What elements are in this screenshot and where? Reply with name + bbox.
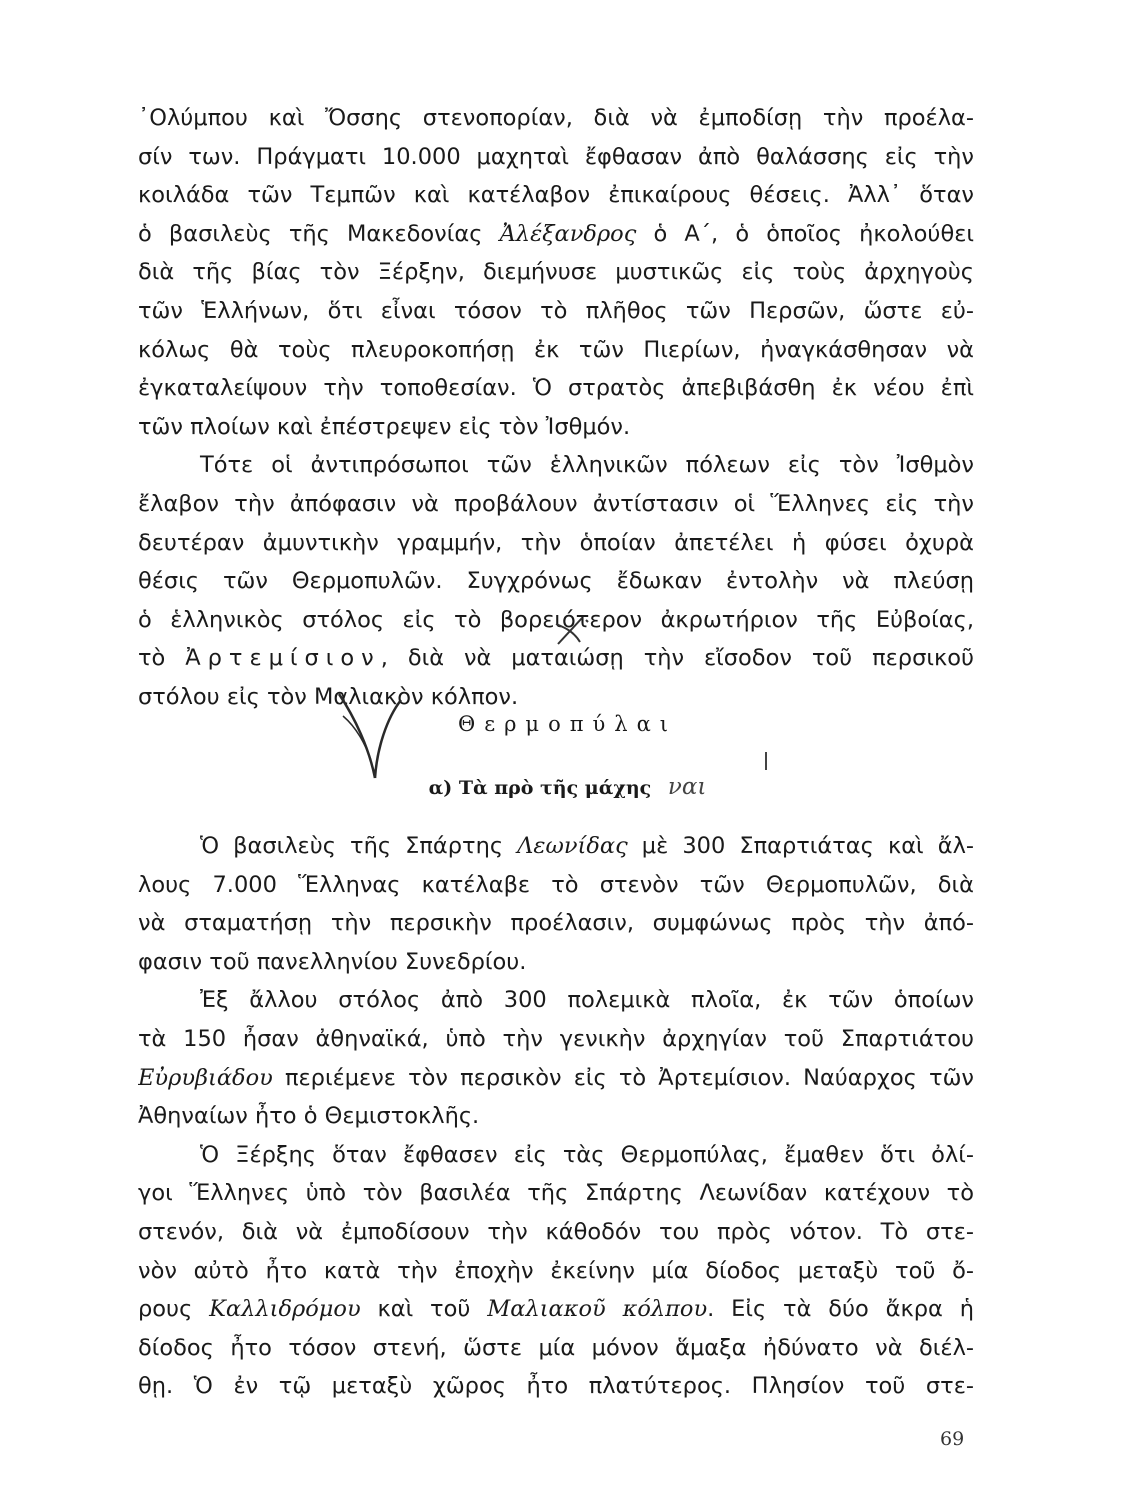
text-line (138, 1329, 974, 1368)
text-segment: περιέμενε τὸν περσικὸν εἰς τὸ Ἀρτεμίσιον. Ναύαρχος τῶν (272, 1064, 974, 1091)
text-segment: θῃ. Ὁ ἐν τῷ μεταξὺ χῶρος ἦτο πλατύτερος. Πλησίον τοῦ στε- (138, 1373, 974, 1400)
text-line (138, 253, 974, 292)
text-segment: δίοδος ἦτο τόσον στενή, ὥστε μία μόνον ἅμαξα ἠδύνατο νὰ διέλ- (138, 1334, 974, 1361)
italic-name: Μαλιακοῦ κόλπου (487, 1296, 708, 1323)
text-line (138, 176, 974, 215)
text-line (138, 446, 974, 485)
text-segment: τὸ (138, 645, 186, 672)
text-line (138, 981, 974, 1020)
text-segment: , διὰ νὰ ματαιώσῃ τὴν εἴσοδον τοῦ περσικοῦ (380, 645, 974, 672)
text-line (138, 1059, 974, 1098)
text-segment: ὁ Α΄, ὁ ὁποῖος ἠκολούθει (636, 220, 974, 247)
text-line (138, 1213, 974, 1252)
handwritten-note: ναι (667, 774, 707, 800)
section-heading: Θερμοπύλαι (457, 712, 678, 736)
text-segment: θέσις τῶν Θερμοπυλῶν. Συγχρόνως ἔδωκαν ἐντολὴν νὰ πλεύσῃ (138, 568, 974, 595)
text-line (138, 215, 974, 254)
text-segment: δευτέραν ἀμυντικὴν γραμμήν, τὴν ὁποίαν ἀπετέλει ἡ φύσει ὀχυρὰ (138, 529, 974, 556)
text-line (138, 331, 974, 370)
text-segment: Τότε οἱ ἀντιπρόσωποι τῶν ἑλληνικῶν πόλεων εἰς τὸν Ἰσθμὸν (200, 452, 974, 479)
text-segment: στενόν, διὰ νὰ ἐμποδίσουν τὴν κάθοδόν του πρὸς νότον. Τὸ στε- (138, 1218, 974, 1245)
text-line (138, 292, 974, 331)
text-segment: Ἐξ ἄλλου στόλος ἀπὸ 300 πολεμικὰ πλοῖα, ἐκ τῶν ὁποίων (200, 987, 974, 1014)
text-segment: σίν των. Πράγματι 10.000 μαχηταὶ ἔφθασαν ἀπὸ θαλάσσης εἰς τὴν (138, 143, 974, 170)
italic-name: Καλλιδρόμου (209, 1296, 361, 1323)
text-segment: ᾿Ολύμπου καὶ Ὄσσης στενοπορίαν, διὰ νὰ ἐμποδίσῃ τὴν προέλα- (138, 105, 974, 131)
text-segment: διὰ τῆς βίας τὸν Ξέρξην, διεμήνυσε μυστικῶς εἰς τοὺς ἀρχηγοὺς (138, 259, 974, 286)
spaced-name: Ἀρτεμίσιον (185, 645, 381, 672)
text-segment: τῶν πλοίων καὶ ἐπέστρεψεν εἰς τὸν Ἰσθμόν. (138, 413, 631, 440)
text-line (138, 485, 974, 524)
text-segment: ἐγκαταλείψουν τὴν τοποθεσίαν. Ὁ στρατὸς ἀπεβιβάσθη ἐκ νέου ἐπὶ (138, 375, 974, 402)
text-line (138, 866, 974, 905)
text-segment: φασιν τοῦ πανελληνίου Συνεδρίου. (138, 948, 527, 975)
text-line (138, 562, 974, 601)
text-line (138, 1174, 974, 1213)
text-line (138, 1136, 974, 1175)
text-line (138, 1097, 974, 1136)
text-segment: Ὁ βασιλεὺς τῆς Σπάρτης (200, 833, 518, 859)
pencil-check-mark-icon (335, 688, 405, 788)
text-segment: λους 7.000 Ἕλληνας κατέλαβε τὸ στενὸν τῶν Θερμοπυλῶν, διὰ (138, 871, 974, 898)
text-line (138, 827, 974, 866)
text-line (138, 904, 974, 943)
text-block-bottom (138, 827, 974, 1406)
text-line (138, 943, 974, 982)
text-segment: ὁ βασιλεὺς τῆς Μακεδονίας (138, 220, 500, 247)
text-segment: στόλου εἰς τὸν Μαλιακὸν κόλπον. (138, 683, 519, 710)
italic-name: Λεωνίδας (517, 833, 628, 859)
italic-name: Εὐρυβιάδου (138, 1064, 273, 1091)
pencil-tick-icon (762, 750, 770, 774)
text-segment: τὰ 150 ἦσαν ἀθηναϊκά, ὑπὸ τὴν γενικὴν ἀρχηγίαν τοῦ Σπαρτιάτου (138, 1025, 974, 1052)
text-segment: Ἀθηναίων ἦτο ὁ Θεμιστοκλῆς. (138, 1103, 480, 1130)
subheading-text: α) Τὰ πρὸ τῆς μάχης (428, 777, 652, 799)
page-number: 69 (940, 1428, 965, 1450)
section-subheading (0, 774, 1135, 800)
text-line (138, 524, 974, 563)
text-line (138, 1290, 974, 1329)
text-segment: καὶ τοῦ (360, 1296, 488, 1323)
text-segment: μὲ 300 Σπαρτιάτας καὶ ἄλ- (627, 833, 974, 859)
text-line (138, 678, 974, 717)
text-segment: ρους (138, 1296, 210, 1323)
text-segment: κοιλάδα τῶν Τεμπῶν καὶ κατέλαβον ἐπικαίρους θέσεις. Ἀλλ᾿ ὅταν (138, 182, 974, 209)
text-segment: κόλως θὰ τοὺς πλευροκοπήσῃ ἐκ τῶν Πιερίων, ἠναγκάσθησαν νὰ (138, 336, 974, 363)
text-segment: νὸν αὐτὸ ἦτο κατὰ τὴν ἐποχὴν ἐκείνην μία δίοδος μεταξὺ τοῦ ὄ- (138, 1257, 974, 1284)
text-line (138, 99, 974, 138)
text-segment: . Εἰς τὰ δύο ἄκρα ἡ (707, 1296, 974, 1323)
italic-name: Ἀλέξανδρος (499, 220, 637, 247)
text-segment: ἔλαβον τὴν ἀπόφασιν νὰ προβάλουν ἀντίστασιν οἱ Ἕλληνες εἰς τὴν (138, 490, 974, 517)
text-line (138, 1252, 974, 1291)
text-segment: ὁ ἑλληνικὸς στόλος εἰς τὸ βορειότερον ἀκρωτήριον τῆς Εὐβοίας, (138, 606, 974, 633)
text-line (138, 408, 974, 447)
text-segment: γοι Ἕλληνες ὑπὸ τὸν βασιλέα τῆς Σπάρτης Λεωνίδαν κατέχουν τὸ (138, 1180, 974, 1207)
text-line (138, 138, 974, 177)
text-line (138, 1367, 974, 1406)
text-segment: Ὁ Ξέρξης ὅταν ἔφθασεν εἰς τὰς Θερμοπύλας, ἔμαθεν ὅτι ὀλί- (200, 1141, 974, 1168)
text-segment: τῶν Ἑλλήνων, ὅτι εἶναι τόσον τὸ πλῆθος τῶν Περσῶν, ὥστε εὐ- (138, 297, 974, 324)
text-segment: νὰ σταματήσῃ τὴν περσικὴν προέλασιν, συμφώνως πρὸς τὴν ἀπό- (138, 910, 974, 937)
pencil-cross-mark-icon (552, 614, 592, 650)
text-line (138, 369, 974, 408)
text-line (138, 1020, 974, 1059)
